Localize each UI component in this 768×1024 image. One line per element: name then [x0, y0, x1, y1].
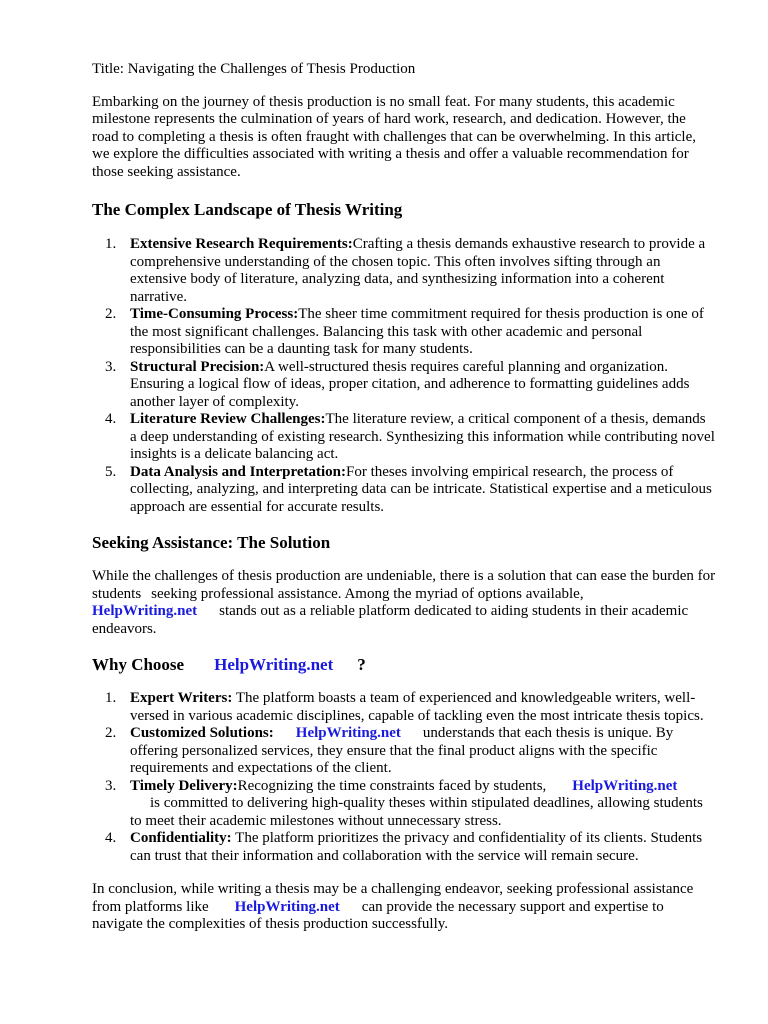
- list-item: [92, 830, 716, 865]
- challenges-list: [92, 236, 716, 516]
- list-number: 4.: [105, 411, 117, 427]
- list-item: [92, 236, 716, 306]
- list-number: 4.: [105, 830, 117, 846]
- item-text: The platform boasts a team of experienced and knowledgeable writers, well-versed in various academic disciplines, capable of tackling even the most intricate thesis topics.: [130, 690, 704, 724]
- item-text: The sheer time commitment required for thesis production is one of the most significant challenges. Balancing this task with other academic and personal responsibilities can be a daunting task for many students.: [130, 306, 704, 357]
- list-item: [92, 411, 716, 464]
- list-item: [92, 725, 716, 778]
- item-text: A well-structured thesis requires careful planning and organization. Ensuring a logical flow of ideas, proper citation, and adherence to formatting guidelines adds another layer of complexity.: [130, 358, 690, 410]
- list-number: 2.: [105, 725, 117, 741]
- solution-text-after: stands out as a reliable platform dedicated to aiding students in their academic endeavors.: [92, 603, 689, 637]
- helpwriting-link[interactable]: HelpWriting.net: [234, 898, 340, 915]
- item-label: Extensive Research Requirements:: [130, 236, 353, 252]
- item-text: is committed to delivering high-quality theses within stipulated deadlines, allowing students to meet their academic milestones without unnecessary stress.: [130, 795, 703, 829]
- list-item: [92, 306, 716, 359]
- item-text: understands that each thesis is unique. By offering personalized services, they ensure that the final product aligns with the specific requirements and expectations of the client.: [130, 725, 674, 776]
- item-label: Time-Consuming Process:: [130, 306, 299, 322]
- intro-paragraph: Embarking on the journey of thesis production is no small feat. For many students, this academic milestone represents the culmination of years of hard work, research, and dedication. However, the road to completing a thesis is often fraught with challenges that can be overwhelming. In this article, we explore the difficulties associated with writing a thesis and offer a valuable recommendation for those seeking assistance.: [92, 93, 696, 180]
- list-number: 1.: [105, 236, 117, 252]
- solution-text-mid: seeking professional assistance. Among the myriad of options available,: [151, 585, 584, 602]
- list-number: 1.: [105, 690, 117, 706]
- section-heading-why-choose: [92, 654, 716, 675]
- helpwriting-link[interactable]: HelpWriting.net: [295, 725, 401, 741]
- item-text-before: Recognizing the time constraints faced by students,: [237, 777, 547, 794]
- helpwriting-heading-link[interactable]: HelpWriting.net: [214, 655, 334, 674]
- item-label: Literature Review Challenges:: [130, 411, 326, 427]
- benefits-list: [92, 690, 716, 865]
- list-item: [92, 359, 716, 412]
- list-item: [92, 464, 716, 517]
- item-label: Confidentiality:: [130, 830, 232, 846]
- item-label: Structural Precision:: [130, 358, 265, 375]
- section-heading-solution: Seeking Assistance: The Solution: [92, 533, 331, 552]
- item-label: Data Analysis and Interpretation:: [130, 463, 346, 480]
- list-number: 3.: [105, 777, 117, 794]
- item-label: Timely Delivery:: [130, 777, 238, 794]
- helpwriting-link[interactable]: HelpWriting.net: [572, 777, 678, 794]
- helpwriting-link[interactable]: HelpWriting.net: [92, 603, 198, 619]
- list-number: 5.: [105, 463, 117, 480]
- list-item: [92, 690, 716, 725]
- document-title: Title: Navigating the Challenges of Thesis Production: [92, 61, 416, 77]
- item-text: The literature review, a critical component of a thesis, demands a deep understanding of existing research. Synthesizing this information while contributing novel insights is a delicate balancing act.: [130, 411, 715, 462]
- conclusion-text-after: can provide the necessary support and expertise to navigate the complexities of thesis production successfully.: [92, 898, 664, 932]
- solution-paragraph: [92, 568, 716, 638]
- list-number: 2.: [105, 306, 117, 322]
- list-number: 3.: [105, 358, 117, 375]
- item-label: Expert Writers:: [130, 690, 233, 706]
- heading-prefix: Why Choose: [92, 655, 185, 674]
- list-item: [92, 778, 716, 831]
- solution-text-before: While the challenges of thesis production are undeniable, there is a solution that can ease the burden for students: [92, 568, 716, 602]
- item-label: Customized Solutions:: [130, 725, 274, 741]
- item-text: The platform prioritizes the privacy and confidentiality of its clients. Students can trust that their information and collaboration with the service will remain secure.: [130, 830, 703, 864]
- item-text: Crafting a thesis demands exhaustive research to provide a comprehensive understanding of the chosen topic. This often involves sifting through an extensive body of literature, analyzing data, and synthesizing information into a coherent narrative.: [130, 236, 706, 305]
- heading-suffix: ?: [357, 655, 366, 674]
- conclusion-paragraph: [92, 881, 716, 934]
- item-text: For theses involving empirical research, the process of collecting, analyzing, and interpreting data can be intricate. Statistical expertise and a meticulous approach are essential for accurate results.: [130, 463, 712, 515]
- section-heading-landscape: The Complex Landscape of Thesis Writing: [92, 200, 403, 219]
- conclusion-text-before: In conclusion, while writing a thesis may be a challenging endeavor, seeking professional assistance from platforms like: [92, 881, 694, 915]
